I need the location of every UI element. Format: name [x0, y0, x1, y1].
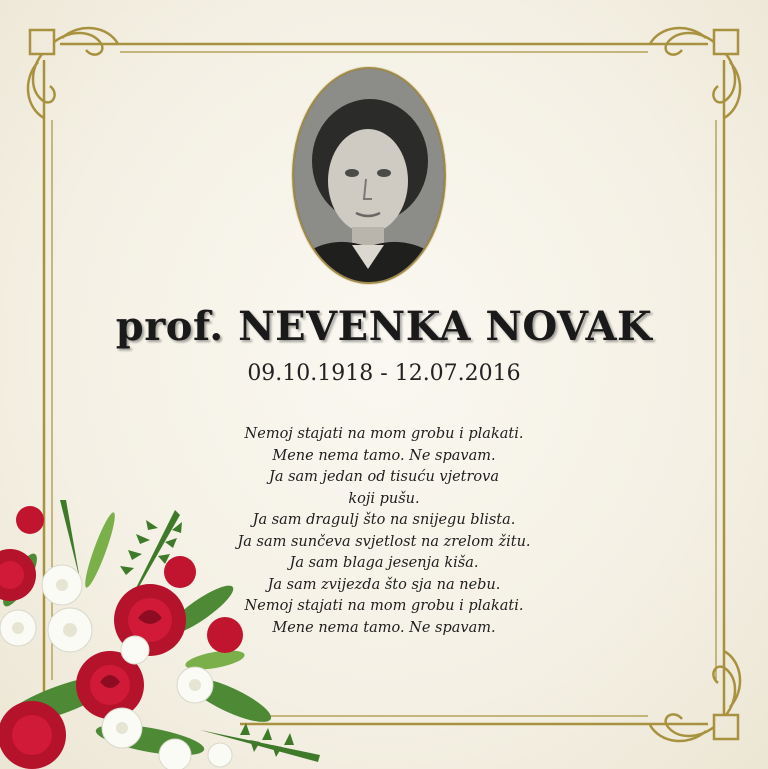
poem-line: Ja sam sunčeva svjetlost na zrelom žitu. — [237, 533, 531, 550]
portrait-photo — [292, 67, 446, 284]
poem-line: Nemoj stajati na mom grobu i plakati. — [244, 426, 524, 442]
poem-line: Ja sam zvijezda što sja na nebu. — [267, 576, 501, 593]
corner-ornament-bottom-right — [650, 651, 740, 741]
flower-bouquet — [0, 470, 330, 769]
deceased-name: prof. NEVENKA NOVAK — [115, 303, 653, 350]
corner-ornament-top-right — [650, 28, 740, 118]
poem-line: Nemoj stajati na mom grobu i plakati. — [244, 598, 524, 614]
life-dates: 09.10.1918 - 12.07.2016 — [247, 361, 521, 386]
poem-line: Ja sam jedan od tisuću vjetrova koji pušu. — [269, 469, 499, 507]
poem-line: Ja sam dragulj što na snijegu blista. — [252, 512, 516, 528]
poem-line: Mene nema tamo. Ne spavam. — [272, 619, 496, 636]
poem-line: Ja sam blaga jesenja kiša. — [289, 555, 479, 571]
poem-line: Mene nema tamo. Ne spavam. — [272, 447, 496, 464]
corner-ornament-top-left — [28, 28, 118, 118]
